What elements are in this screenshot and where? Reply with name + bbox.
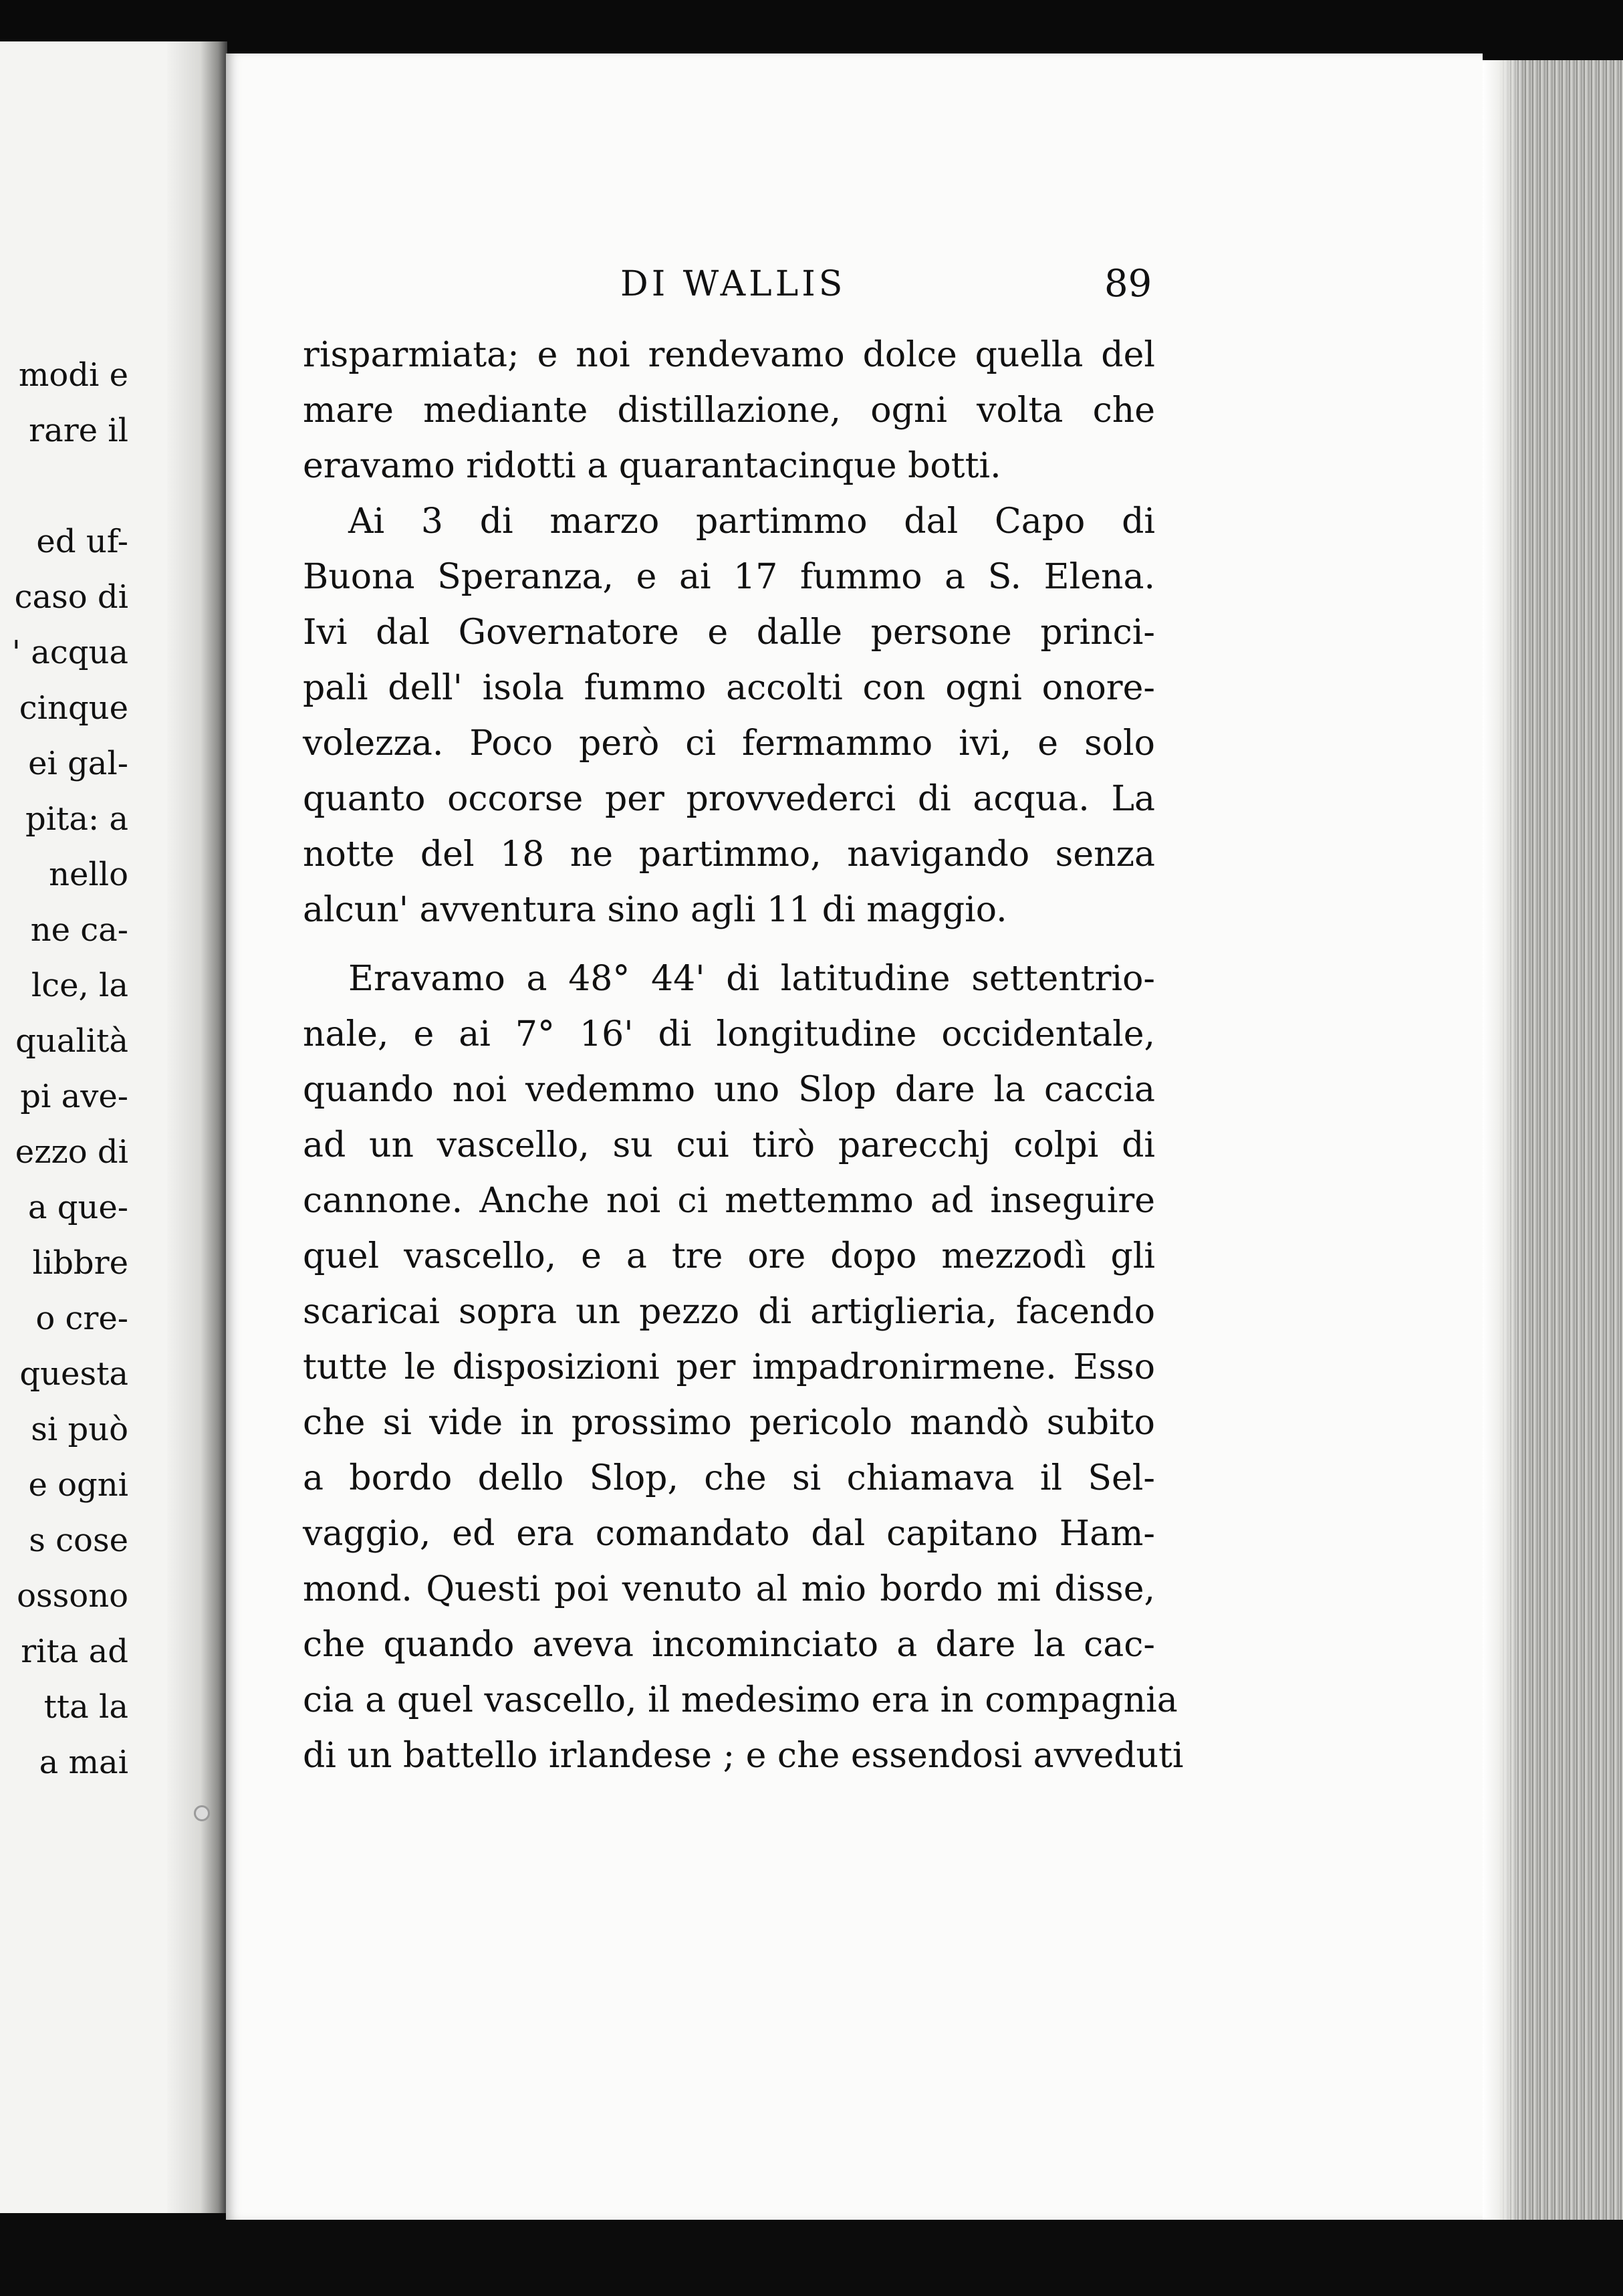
text-line: tutte le disposizioni per impadronirmene. Esso bbox=[303, 1347, 1155, 1387]
text-line: a bordo dello Slop, che si chiamava il Sel- bbox=[303, 1458, 1155, 1498]
left-line: modi e bbox=[18, 356, 128, 394]
text-line: risparmiata; e noi rendevamo dolce quella del bbox=[303, 335, 1155, 375]
text-line: scaricai sopra un pezzo di artiglieria, facendo bbox=[303, 1292, 1155, 1332]
left-line: pi ave- bbox=[20, 1078, 128, 1115]
paragraph bbox=[303, 494, 1155, 938]
left-line: ossono bbox=[17, 1577, 128, 1615]
paragraph bbox=[303, 951, 1184, 1784]
text-line: vaggio, ed era comandato dal capitano Ham- bbox=[303, 1514, 1155, 1554]
left-line: lce, la bbox=[31, 967, 128, 1004]
running-head: DI WALLIS bbox=[620, 264, 846, 304]
fore-edge-shade bbox=[1483, 60, 1523, 2240]
text-line: che si vide in prossimo pericolo mandò subito bbox=[303, 1403, 1155, 1443]
left-line: ed uf- bbox=[36, 523, 128, 560]
text-line: nale, e ai 7° 16' di longitudine occidentale, bbox=[303, 1014, 1155, 1054]
left-line: s cose bbox=[29, 1522, 128, 1559]
left-line: e ogni bbox=[28, 1466, 128, 1504]
book-gutter bbox=[167, 41, 227, 2213]
left-line: tta la bbox=[43, 1688, 128, 1726]
left-line bbox=[0, 459, 128, 514]
scan-border bbox=[0, 2220, 1623, 2296]
body-text bbox=[303, 328, 1184, 1784]
text-line: mond. Questi poi venuto al mio bordo mi disse, bbox=[303, 1569, 1155, 1609]
text-line: alcun' avventura sino agli 11 di maggio. bbox=[303, 890, 1007, 930]
text-line: volezza. Poco però ci fermammo ivi, e solo bbox=[303, 723, 1155, 764]
text-line: Eravamo a 48° 44' di latitudine settentrio- bbox=[348, 959, 1155, 999]
left-line: a que- bbox=[27, 1189, 128, 1226]
left-line: ' acqua bbox=[11, 634, 128, 671]
left-line: rare il bbox=[29, 412, 128, 449]
left-line: si può bbox=[31, 1411, 128, 1448]
left-line: pita: a bbox=[25, 800, 128, 838]
text-line: Ai 3 di marzo partimmo dal Capo di bbox=[348, 501, 1155, 542]
left-line: ei gal- bbox=[28, 745, 128, 782]
text-line: cia a quel vascello, il medesimo era in compagnia bbox=[303, 1680, 1178, 1720]
paragraph bbox=[303, 328, 1155, 494]
text-line: quando noi vedemmo uno Slop dare la caccia bbox=[303, 1070, 1155, 1110]
left-line: ezzo di bbox=[15, 1133, 128, 1171]
text-line: Buona Speranza, e ai 17 fummo a S. Elena. bbox=[303, 557, 1155, 597]
left-line: cinque bbox=[19, 689, 128, 727]
left-line: qualità bbox=[15, 1022, 128, 1060]
left-line: questa bbox=[19, 1355, 128, 1393]
text-line: notte del 18 ne partimmo, navigando senza bbox=[303, 834, 1155, 875]
text-line: eravamo ridotti a quarantacinque botti. bbox=[303, 446, 1001, 486]
text-line: cannone. Anche noi ci mettemmo ad inseguire bbox=[303, 1181, 1155, 1221]
text-line: Ivi dal Governatore e dalle persone princi- bbox=[303, 612, 1155, 653]
text-line: quanto occorse per provvederci di acqua. La bbox=[303, 779, 1155, 819]
text-line: che quando aveva incominciato a dare la cac- bbox=[303, 1625, 1155, 1665]
left-line: a mai bbox=[39, 1744, 128, 1781]
left-line: caso di bbox=[14, 578, 128, 616]
left-line: nello bbox=[49, 856, 128, 893]
text-line: quel vascello, e a tre ore dopo mezzodì gli bbox=[303, 1236, 1155, 1276]
left-page-text bbox=[0, 348, 128, 1791]
page-number: 89 bbox=[1104, 262, 1152, 306]
left-line: ne ca- bbox=[30, 911, 128, 949]
left-line: libbre bbox=[32, 1244, 128, 1282]
left-line: rita ad bbox=[21, 1633, 128, 1670]
paragraph-gap bbox=[303, 938, 1155, 951]
text-line: mare mediante distillazione, ogni volta che bbox=[303, 390, 1155, 431]
text-line: pali dell' isola fummo accolti con ogni onore- bbox=[303, 668, 1155, 708]
text-line: di un battello irlandese ; e che essendosi avveduti bbox=[303, 1736, 1184, 1776]
left-line: o cre- bbox=[35, 1300, 128, 1337]
binding-hole bbox=[194, 1805, 210, 1821]
text-line: ad un vascello, su cui tirò parecchj colpi di bbox=[303, 1125, 1155, 1165]
